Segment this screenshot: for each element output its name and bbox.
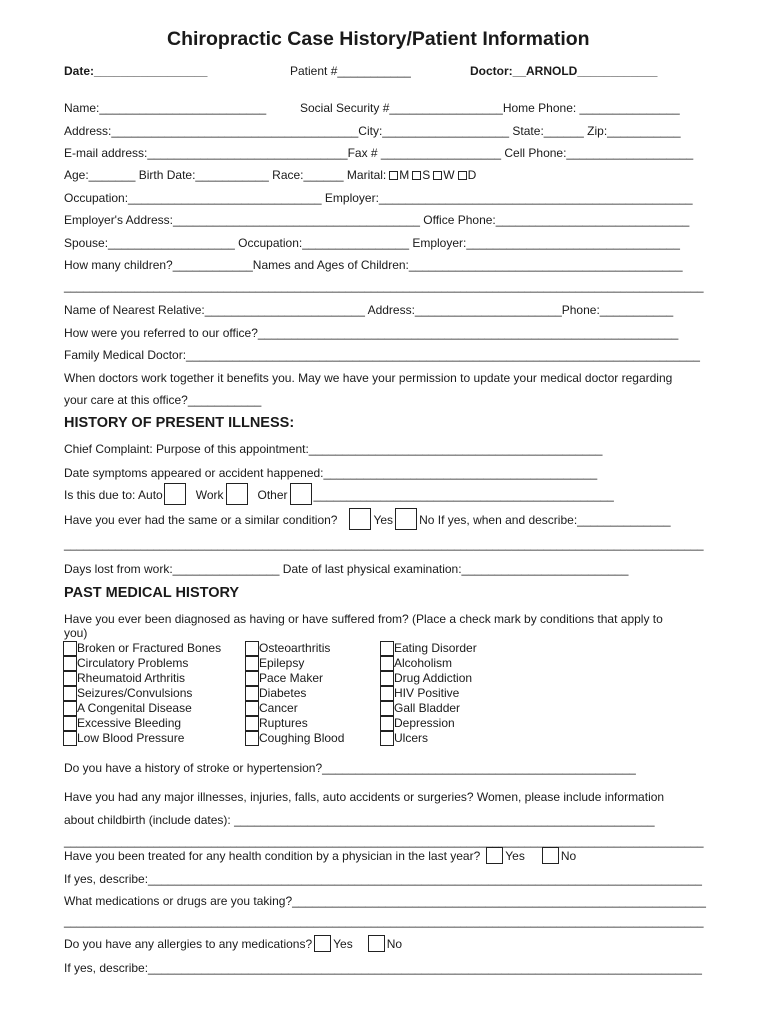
condition-checkbox[interactable] (63, 716, 77, 731)
allergies-label: Do you have any allergies to any medications? (64, 937, 313, 951)
due-to-label: Is this due to: Auto (64, 488, 163, 502)
describe-continuation-line[interactable]: ____________________________________________________________________________________________________ (64, 539, 704, 551)
email-field[interactable]: E-mail address:______________________________Fax # __________________ Cell Phone:___________________ (64, 146, 694, 160)
permission-text: When doctors work together it benefits you. May we have your permission to update your medical doctor regarding (64, 371, 673, 385)
condition-checkbox[interactable] (245, 731, 259, 746)
condition-label: Depression (394, 716, 455, 730)
illnesses-question: Have you had any major illnesses, injuries, falls, auto accidents or surgeries? Women, please include information (64, 790, 665, 804)
present-illness-heading: HISTORY OF PRESENT ILLNESS: (64, 415, 295, 431)
condition-item[interactable] (245, 671, 323, 686)
page-title: Chiropractic Case History/Patient Information (167, 28, 590, 50)
same-condition-no-checkbox[interactable] (395, 508, 417, 530)
date-field[interactable]: Date:_________________ (64, 64, 208, 78)
treated-row (64, 846, 576, 864)
age-birth-race-marital-row (64, 168, 476, 182)
condition-label: Drug Addiction (394, 671, 473, 685)
condition-label: Coughing Blood (259, 731, 345, 745)
condition-label: Ruptures (259, 716, 308, 730)
marital-w-label: W (443, 168, 455, 182)
work-label: Work (195, 488, 224, 502)
condition-label: Broken or Fractured Bones (77, 641, 222, 655)
other-line[interactable]: _____________________________________________ (313, 488, 614, 502)
age-birth-race-label[interactable]: Age:_______ Birth Date:___________ Race:______ Marital: (64, 168, 387, 182)
other-checkbox[interactable] (290, 483, 312, 505)
treated-describe-field[interactable]: If yes, describe:___________________________________________________________________________________ (64, 872, 702, 886)
condition-checkbox[interactable] (63, 671, 77, 686)
allergies-yes-label: Yes (333, 937, 353, 951)
condition-label: Low Blood Pressure (77, 731, 185, 745)
marital-s-checkbox[interactable] (412, 171, 421, 180)
same-condition-yes-label: Yes (373, 513, 394, 527)
condition-label: Eating Disorder (394, 641, 477, 655)
condition-checkbox[interactable] (245, 686, 259, 701)
condition-checkbox[interactable] (63, 656, 77, 671)
marital-s-label: S (422, 168, 431, 182)
condition-checkbox[interactable] (245, 656, 259, 671)
condition-item[interactable] (380, 716, 455, 731)
name-field[interactable]: Name:_________________________ (64, 101, 267, 115)
same-condition-row (64, 507, 671, 529)
condition-label: Osteoarthritis (259, 641, 331, 655)
treated-no-checkbox[interactable] (542, 847, 559, 864)
condition-item[interactable] (245, 641, 330, 656)
condition-checkbox[interactable] (63, 701, 77, 716)
condition-item[interactable] (380, 731, 428, 746)
condition-checkbox[interactable] (380, 641, 394, 656)
condition-checkbox[interactable] (380, 656, 394, 671)
treated-label: Have you been treated for any health condition by a physician in the last year? (64, 849, 481, 863)
condition-checkbox[interactable] (245, 716, 259, 731)
condition-item[interactable] (380, 701, 460, 716)
condition-item[interactable] (380, 671, 472, 686)
childbirth-field[interactable]: about childbirth (include dates): _______________________________________________________________ (64, 813, 655, 827)
condition-label: Epilepsy (259, 656, 305, 670)
condition-label: Circulatory Problems (77, 656, 189, 670)
condition-label: Rheumatoid Arthritis (77, 671, 186, 685)
treated-yes-checkbox[interactable] (486, 847, 503, 864)
medications-field[interactable]: What medications or drugs are you taking?______________________________________________________________ (64, 894, 706, 908)
condition-label: A Congenital Disease (77, 701, 192, 715)
allergies-row (64, 934, 402, 952)
stroke-field[interactable]: Do you have a history of stroke or hypertension?_______________________________________________ (64, 761, 636, 775)
doctor-field[interactable]: Doctor:__ARNOLD____________ (470, 64, 658, 78)
marital-d-label: D (467, 168, 477, 182)
marital-m-label: M (399, 168, 410, 182)
other-label: Other (257, 488, 288, 502)
marital-d-checkbox[interactable] (458, 171, 467, 180)
diagnosed-question-cont: you) (64, 626, 88, 640)
condition-label: Alcoholism (394, 656, 453, 670)
chief-complaint-field[interactable]: Chief Complaint: Purpose of this appointment:____________________________________________ (64, 442, 603, 456)
allergies-no-label: No (386, 937, 403, 951)
condition-label: Ulcers (394, 731, 429, 745)
condition-checkbox[interactable] (380, 671, 394, 686)
same-condition-label: Have you ever had the same or a similar condition? (64, 513, 338, 527)
condition-item[interactable] (245, 656, 304, 671)
condition-item[interactable] (380, 686, 459, 701)
condition-item[interactable] (245, 716, 308, 731)
days-lost-field[interactable]: Days lost from work:________________ Date of last physical examination:_________________________ (64, 562, 629, 576)
occupation-employer-field[interactable]: Occupation:_____________________________ Employer:_______________________________________________ (64, 191, 693, 205)
date-symptoms-field[interactable]: Date symptoms appeared or accident happened:_________________________________________ (64, 466, 598, 480)
condition-checkbox[interactable] (380, 686, 394, 701)
permission-answer-field[interactable]: your care at this office?___________ (64, 393, 262, 407)
same-condition-no-describe[interactable]: No If yes, when and describe:______________ (419, 513, 671, 527)
condition-checkbox[interactable] (245, 701, 259, 716)
medications-continuation-line[interactable]: ____________________________________________________________________________________________________ (64, 916, 704, 928)
allergies-yes-checkbox[interactable] (314, 935, 331, 952)
employer-address-field[interactable]: Employer's Address:_____________________________________ Office Phone:_____________________________ (64, 213, 690, 227)
diagnosed-question: Have you ever been diagnosed as having or have suffered from? (Place a check mark by conditions that apply to (64, 612, 663, 626)
condition-item[interactable] (245, 701, 298, 716)
condition-label: HIV Positive (394, 686, 460, 700)
condition-item[interactable] (380, 641, 477, 656)
condition-checkbox[interactable] (380, 731, 394, 746)
ssn-home-phone-field[interactable]: Social Security #_________________Home Phone: _______________ (300, 101, 680, 115)
condition-label: Seizures/Convulsions (77, 686, 193, 700)
condition-checkbox[interactable] (63, 731, 77, 746)
past-medical-heading: PAST MEDICAL HISTORY (64, 585, 240, 601)
condition-label: Diabetes (259, 686, 307, 700)
children-continuation-line[interactable]: ____________________________________________________________________________________________________ (64, 281, 704, 293)
allergies-no-checkbox[interactable] (368, 935, 385, 952)
condition-item[interactable] (63, 701, 192, 716)
condition-checkbox[interactable] (380, 701, 394, 716)
condition-label: Excessive Bleeding (77, 716, 182, 730)
due-to-row (64, 482, 614, 504)
condition-label: Cancer (259, 701, 298, 715)
condition-item[interactable] (63, 731, 184, 746)
condition-item[interactable] (63, 671, 185, 686)
treated-yes-label: Yes (505, 849, 525, 863)
referred-field[interactable]: How were you referred to our office?_______________________________________________________________ (64, 326, 679, 340)
condition-item[interactable] (63, 641, 221, 656)
marital-w-checkbox[interactable] (433, 171, 442, 180)
treated-no-label: No (560, 849, 577, 863)
condition-item[interactable] (380, 656, 452, 671)
condition-item[interactable] (63, 716, 181, 731)
condition-label: Gall Bladder (394, 701, 461, 715)
spouse-field[interactable]: Spouse:___________________ Occupation:________________ Employer:________________________________ (64, 236, 680, 250)
condition-item[interactable] (63, 656, 188, 671)
condition-checkbox[interactable] (380, 716, 394, 731)
condition-checkbox[interactable] (63, 641, 77, 656)
auto-checkbox[interactable] (164, 483, 186, 505)
patient-number-field[interactable]: Patient #___________ (290, 64, 411, 78)
illnesses-continuation-line[interactable]: ____________________________________________________________________________________________________ (64, 836, 704, 848)
condition-item[interactable] (245, 686, 306, 701)
condition-checkbox[interactable] (245, 641, 259, 656)
work-checkbox[interactable] (226, 483, 248, 505)
family-doctor-field[interactable]: Family Medical Doctor:_____________________________________________________________________________ (64, 348, 700, 362)
condition-label: Pace Maker (259, 671, 324, 685)
condition-item[interactable] (63, 686, 192, 701)
nearest-relative-field[interactable]: Name of Nearest Relative:________________________ Address:______________________Phone:___________ (64, 303, 674, 317)
condition-checkbox[interactable] (63, 686, 77, 701)
children-field[interactable]: How many children?____________Names and Ages of Children:_________________________________________ (64, 258, 683, 272)
address-field[interactable]: Address:_____________________________________City:___________________ State:______ Zip:___________ (64, 124, 681, 138)
marital-m-checkbox[interactable] (389, 171, 398, 180)
condition-checkbox[interactable] (245, 671, 259, 686)
condition-item[interactable] (245, 731, 344, 746)
allergies-describe-field[interactable]: If yes, describe:___________________________________________________________________________________ (64, 961, 702, 975)
same-condition-yes-checkbox[interactable] (349, 508, 371, 530)
